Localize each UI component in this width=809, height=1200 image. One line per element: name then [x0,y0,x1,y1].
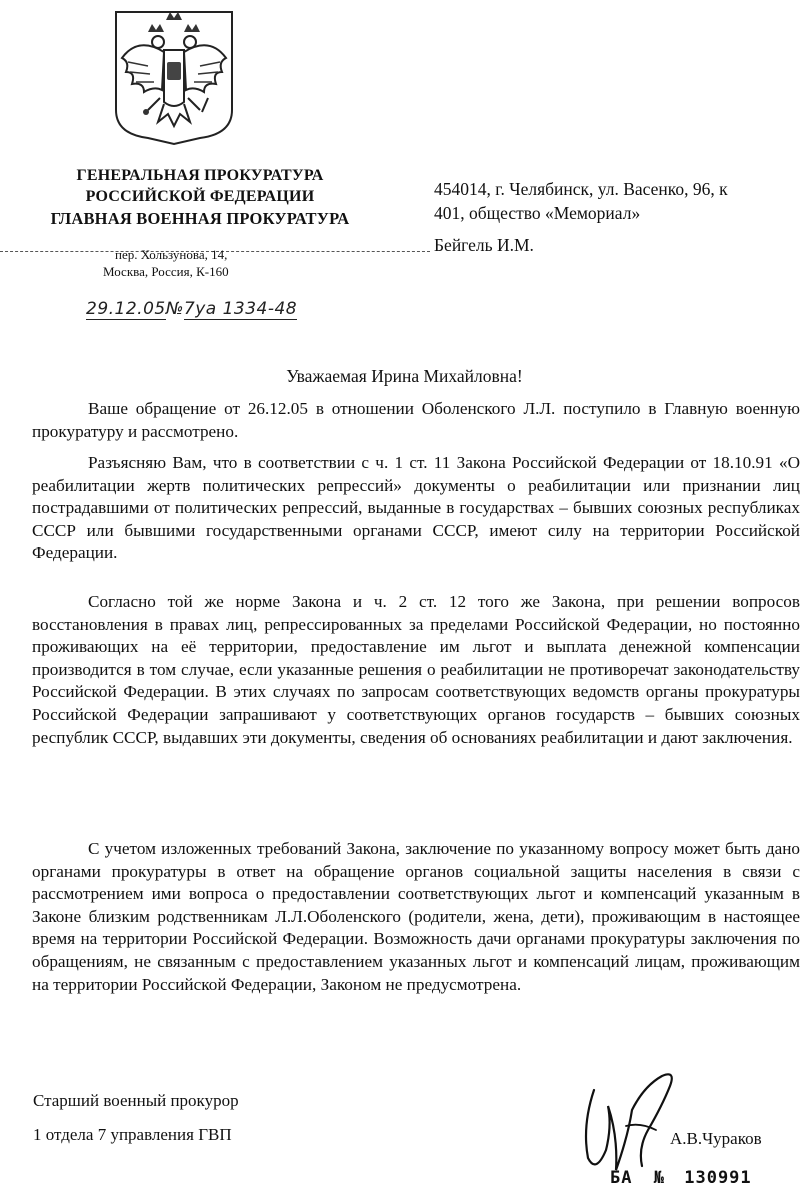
body-paragraph-3: Согласно той же норме Закона и ч. 2 ст. 12 того же Закона, при решении вопросов восстановления в правах лиц, репрессированных за пределами Российской Федерации, но постоянно проживающих на её территории, предоставление им льгот и выплата денежной компенсации производится в том случае, если указанные решения о реабилитации не противоречат законодательству Российской Федерации. В этих случаях по запросам соответствующих ведомств органы прокуратуры Российской Федерации запрашивают у соответствующих органов государств – бывших союзных республик СССР, выдавших эти документы, сведения об основаниях реабилитации и дают заключения. [32,592,800,747]
coat-of-arms-emblem [108,6,240,146]
reference-line [86,299,297,319]
org-name-line2: РОССИЙСКОЙ ФЕДЕРАЦИИ [85,188,315,205]
signer-title-line2: 1 отдела 7 управления ГВП [33,1125,232,1144]
recipient-name: Бейгель И.М. [434,235,534,255]
reference-date: 29.12.05 [86,299,166,319]
recipient-address-line1: 454014, г. Челябинск, ул. Васенко, 96, к [434,179,728,199]
org-name-line3: ГЛАВНАЯ ВОЕННАЯ ПРОКУРАТУРА [50,209,350,228]
body-paragraph-1: Ваше обращение от 26.12.05 в отношении Оболенского Л.Л. поступило в Главную военную прокуратуру и рассмотрено. [32,399,800,441]
greeting: Уважаемая Ирина Михайловна! [286,366,523,386]
form-number [610,1168,752,1188]
signer-name: А.В.Чураков [670,1129,762,1148]
reference-number-sign: № [165,299,184,319]
signer-title-line1: Старший военный прокурор [33,1091,239,1110]
recipient-address-line2: 401, общество «Мемориал» [434,203,641,223]
org-name-line1: ГЕНЕРАЛЬНАЯ ПРОКУРАТУРА [76,167,324,184]
form-series: БА [610,1168,633,1188]
form-number-sign: № [653,1168,665,1188]
body-paragraph-2: Разъясняю Вам, что в соответствии с ч. 1 ст. 11 Закона Российской Федерации от 18.10.91 «О реабилитации жертв политических репрессий» документы о реабилитации или признании лиц пострадавшими от политических репрессий, выданные в государствах – бывших союзных республиках СССР или бывшими государственными органами СССР, имеют силу на территории Российской Федерации. [32,453,800,563]
org-address-line2: Москва, Россия, К-160 [103,264,229,279]
body-paragraph-4: С учетом изложенных требований Закона, заключение по указанному вопросу может быть дано органами прокуратуры в ответ на обращение органов социальной защиты населения в связи с рассмотрением ими вопроса о предоставлении соответствующих льгот и компенсаций указанным в Законе близким родственникам Л.Л.Оболенского (родители, жена, дети), проживающим в настоящее время на территории Российской Федерации. Возможность дачи органами прокуратуры заключения по обращениям, не связанным с предоставлением указанных льгот и компенсаций лицам, проживающим на территории Российской Федерации, Законом не предусмотрена. [32,839,800,994]
org-address-line1: пер. Хользунова, 14, [115,247,228,262]
form-number-value: 130991 [684,1168,752,1188]
reference-number: 7уа 1334-48 [183,299,298,319]
